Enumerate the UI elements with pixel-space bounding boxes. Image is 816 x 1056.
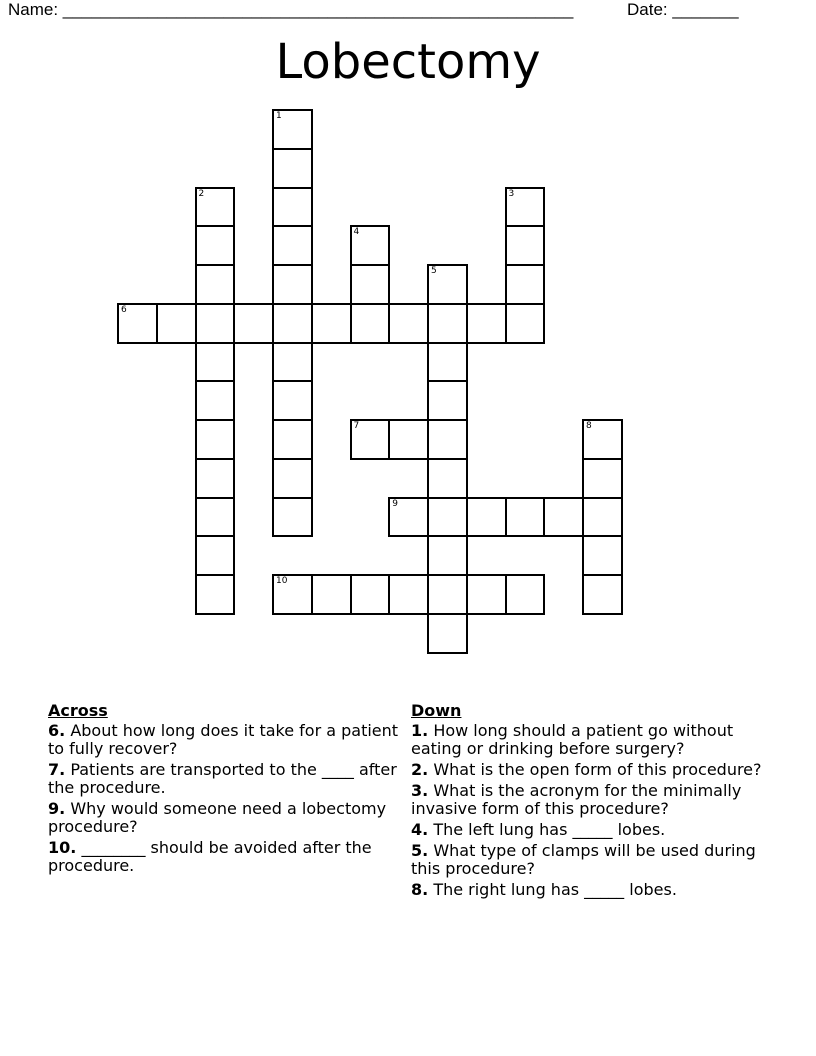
grid-cell[interactable] [272,419,313,460]
clue-number: 3 [508,188,515,199]
grid-cell[interactable] [505,497,546,538]
grid-cell[interactable] [505,225,546,266]
grid-cell[interactable] [388,497,429,538]
grid-cell[interactable] [272,574,313,615]
grid-cell[interactable] [272,497,313,538]
grid-cell[interactable] [272,342,313,383]
clue-text: About how long does it take for a patient to fully recover? [48,721,399,758]
down-clue [411,761,781,779]
across-heading: Across [48,701,108,720]
grid-cell[interactable] [427,613,468,654]
grid-cell[interactable] [350,303,391,344]
grid-cell[interactable] [505,264,546,305]
clue-text: The left lung has _____ lobes. [433,820,666,839]
down-clue [411,722,781,758]
clue-num: 4. [411,820,429,839]
grid-cell[interactable] [582,574,623,615]
clue-text: Why would someone need a lobectomy procedure? [48,799,387,836]
grid-cell[interactable] [427,497,468,538]
grid-cell[interactable] [195,535,236,576]
grid-cell[interactable] [582,497,623,538]
grid-cell[interactable] [195,380,236,421]
clue-num: 10. [48,838,77,857]
clue-num: 6. [48,721,66,740]
grid-cell[interactable] [427,535,468,576]
clue-num: 9. [48,799,66,818]
grid-cell[interactable] [195,458,236,499]
page-title: Lobectomy [275,34,541,90]
clue-number: 4 [353,227,360,238]
grid-cell[interactable] [427,380,468,421]
grid-cell[interactable] [427,419,468,460]
clue-text: What is the open form of this procedure? [433,760,762,779]
grid-cell[interactable] [427,342,468,383]
grid-cell[interactable] [427,574,468,615]
name-field: Name: ______________________________________________________ [8,0,574,19]
grid-cell[interactable] [350,264,391,305]
grid-cell[interactable] [195,264,236,305]
clue-number: 8 [586,421,592,431]
grid-cell[interactable] [272,225,313,266]
grid-cell[interactable] [195,303,236,344]
down-clue [411,881,781,899]
down-clue [411,821,781,839]
grid-cell[interactable] [195,497,236,538]
clue-number: 2 [198,188,205,199]
date-field: Date: _______ [627,0,739,19]
grid-cell[interactable] [388,574,429,615]
grid-cell[interactable] [311,303,352,344]
grid-cell[interactable] [427,303,468,344]
down-clue [411,782,781,818]
down-clues [411,702,781,902]
grid-cell[interactable] [427,264,468,305]
grid-cell[interactable] [195,342,236,383]
grid-cell[interactable] [272,264,313,305]
clue-text: The right lung has _____ lobes. [433,880,677,899]
grid-cell[interactable] [350,574,391,615]
grid-cell[interactable] [272,303,313,344]
clue-num: 5. [411,841,429,860]
down-clue [411,842,781,878]
grid-cell[interactable] [233,303,274,344]
clue-text: What is the acronym for the minimally invasive form of this procedure? [411,781,742,818]
grid-cell[interactable] [466,574,507,615]
grid-cell[interactable] [582,458,623,499]
grid-cell[interactable] [388,303,429,344]
clue-num: 2. [411,760,429,779]
across-clue [48,761,403,797]
clue-num: 1. [411,721,429,740]
grid-cell[interactable] [350,225,391,266]
grid-cell[interactable] [582,419,623,460]
grid-cell[interactable] [195,225,236,266]
grid-cell[interactable] [272,187,313,228]
clue-text: ________ should be avoided after the procedure. [48,838,372,875]
grid-cell[interactable] [272,458,313,499]
grid-cell[interactable] [117,303,158,344]
grid-cell[interactable] [272,380,313,421]
grid-cell[interactable] [350,419,391,460]
grid-cell[interactable] [311,574,352,615]
clue-num: 3. [411,781,429,800]
grid-cell[interactable] [582,535,623,576]
clue-number: 1 [276,111,282,121]
clue-number: 7 [353,421,360,431]
clue-number: 5 [431,266,437,276]
grid-cell[interactable] [505,187,546,228]
clue-text: How long should a patient go without eating or drinking before surgery? [411,721,734,758]
grid-cell[interactable] [505,303,546,344]
clue-number: 9 [392,498,398,509]
grid-cell[interactable] [195,574,236,615]
across-clue [48,722,403,758]
clue-num: 7. [48,760,66,779]
clue-text: Patients are transported to the ____ after the procedure. [48,760,397,797]
down-heading: Down [411,701,462,720]
across-clue [48,800,403,836]
clue-number: 10 [276,576,288,586]
clue-number: 6 [121,304,127,315]
grid-cell[interactable] [427,458,468,499]
grid-cell[interactable] [195,419,236,460]
grid-cell[interactable] [272,109,313,150]
grid-cell[interactable] [388,419,429,460]
clue-num: 8. [411,880,429,899]
grid-cell[interactable] [466,303,507,344]
grid-cell[interactable] [156,303,197,344]
clue-text: What type of clamps will be used during this procedure? [411,841,756,878]
grid-cell[interactable] [543,497,584,538]
grid-cell[interactable] [466,497,507,538]
grid-cell[interactable] [195,187,236,228]
across-clue [48,839,403,875]
grid-cell[interactable] [505,574,546,615]
across-clues [48,702,403,878]
grid-cell[interactable] [272,148,313,189]
